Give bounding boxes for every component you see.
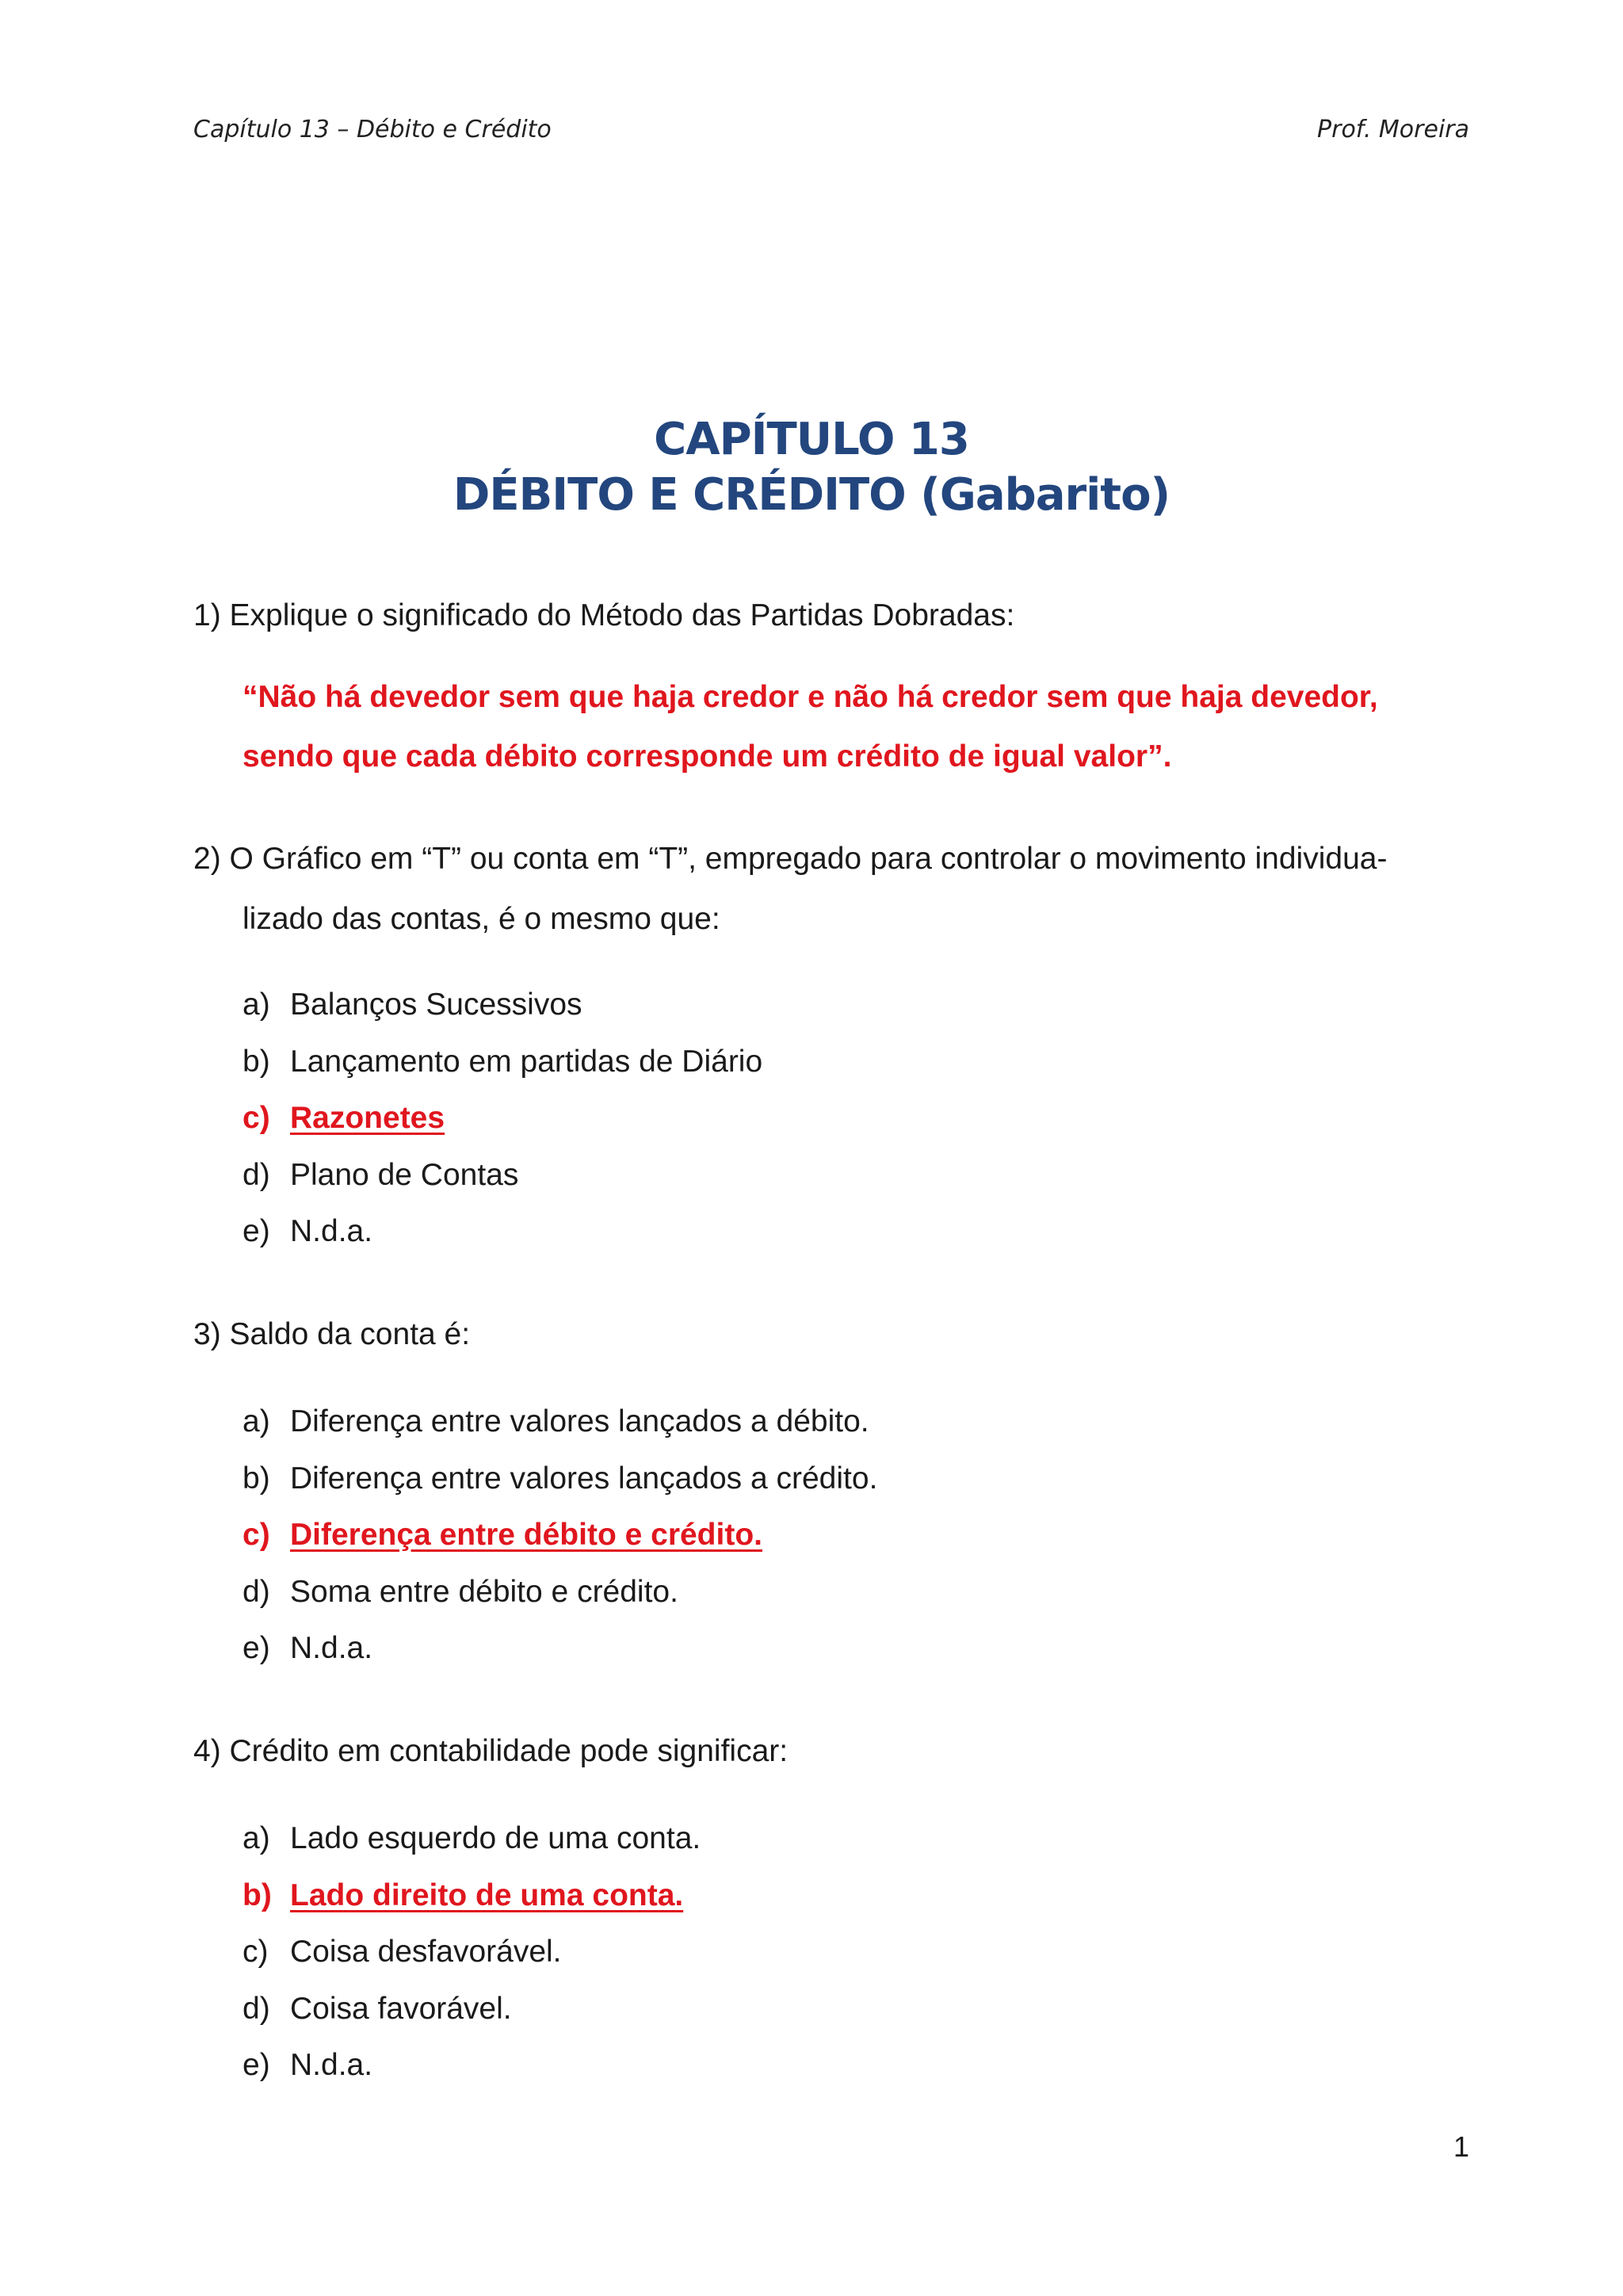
page-number: 1: [1453, 2130, 1469, 2163]
option-3a: a) Diferença entre valores lançados a débito.: [242, 1404, 869, 1438]
header-chapter: Capítulo 13 – Débito e Crédito: [193, 116, 552, 143]
question-2-options: [242, 976, 762, 1260]
option-3e: e) N.d.a.: [242, 1631, 373, 1665]
question-4-stem: 4) Crédito em contabilidade pode significar:: [193, 1734, 789, 1768]
title-line-2: DÉBITO E CRÉDITO (Gabarito): [453, 469, 1170, 521]
option-4e: e) N.d.a.: [242, 2048, 373, 2082]
option-2c-correct: c) Razonetes: [242, 1101, 445, 1135]
question-2-stem-line-1: 2) O Gráfico em “T” ou conta em “T”, empregado para controlar o movimento individua-: [193, 842, 1388, 876]
option-3d: d) Soma entre débito e crédito.: [242, 1574, 678, 1609]
question-2-stem: [193, 829, 1469, 949]
option-2a: a) Balanços Sucessivos: [242, 988, 582, 1022]
option-2b: b) Lançamento em partidas de Diário: [242, 1044, 763, 1079]
option-4a: a) Lado esquerdo de uma conta.: [242, 1821, 701, 1855]
question-4-options: [242, 1810, 701, 2094]
option-3c-correct: c) Diferença entre débito e crédito.: [242, 1518, 762, 1552]
question-1-answer: “Não há devedor sem que haja credor e não há credor sem que haja devedor, sendo que cada débito corresponde um crédito de igual valor”.: [242, 680, 1378, 774]
title-line-1: CAPÍTULO 13: [654, 414, 969, 465]
question-3-stem: 3) Saldo da conta é:: [193, 1317, 471, 1351]
question-3-options: [242, 1393, 877, 1677]
option-4d: d) Coisa favorável.: [242, 1991, 512, 2026]
question-2-stem-line-2: lizado das contas, é o mesmo que:: [242, 902, 720, 936]
option-3b: b) Diferença entre valores lançados a crédito.: [242, 1461, 878, 1496]
header-author: Prof. Moreira: [1317, 116, 1469, 143]
option-2e: e) N.d.a.: [242, 1214, 373, 1248]
option-4b-correct: b) Lado direito de uma conta.: [242, 1878, 684, 1912]
page-title: [0, 412, 1623, 523]
option-4c: c) Coisa desfavorável.: [242, 1935, 562, 1969]
option-2d: d) Plano de Contas: [242, 1157, 519, 1192]
question-1-stem: 1) Explique o significado do Método das Partidas Dobradas:: [193, 598, 1015, 632]
page-header: [193, 116, 1469, 154]
